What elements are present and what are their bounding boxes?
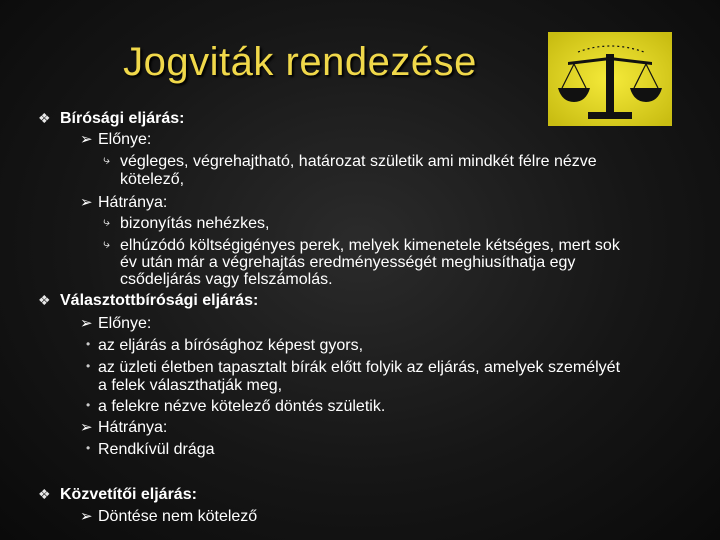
- list-item: végleges, végrehajtható, határozat születik ami mindkét félre nézve: [120, 153, 597, 170]
- list-label: Előnye:: [98, 131, 152, 148]
- section-heading: Bírósági eljárás:: [60, 110, 185, 127]
- list-label: Hátránya:: [98, 419, 168, 436]
- arrow-bullet-icon: ➢: [80, 194, 93, 211]
- diamond-bullet-icon: ❖: [38, 292, 51, 308]
- arrow-bullet-icon: ➢: [80, 315, 93, 332]
- dot-bullet-icon: •: [86, 398, 91, 412]
- dot-bullet-icon: •: [86, 441, 91, 455]
- list-item: év után már a végrehajtás eredményességét meghiusíthatja egy: [120, 254, 576, 271]
- dot-bullet-icon: •: [86, 337, 91, 351]
- list-item: csődeljárás vagy felszámolás.: [120, 271, 333, 288]
- arrow-bullet-icon: ➢: [80, 131, 93, 148]
- diamond-bullet-icon: ❖: [38, 110, 51, 126]
- slide-title: Jogviták rendezése: [123, 40, 477, 84]
- section-heading: Választottbírósági eljárás:: [60, 292, 259, 309]
- dot-bullet-icon: •: [86, 359, 91, 373]
- diamond-bullet-icon: ❖: [38, 486, 51, 502]
- list-item: az üzleti életben tapasztalt bírák előtt folyik az eljárás, amelyek személyét: [98, 359, 621, 376]
- list-label: Hátránya:: [98, 194, 168, 211]
- list-item: elhúzódó költségigényes perek, melyek kimenetele kétséges, mert sok: [120, 237, 620, 254]
- hook-bullet-icon: ⤷: [102, 214, 110, 229]
- list-item: Rendkívül drága: [98, 441, 215, 458]
- hook-bullet-icon: ⤷: [102, 152, 110, 167]
- list-label: Előnye:: [98, 315, 152, 332]
- arrow-bullet-icon: ➢: [80, 419, 93, 436]
- list-label: Döntése nem kötelező: [98, 508, 258, 525]
- list-item: a felekre nézve kötelező döntés születik.: [98, 398, 386, 415]
- list-item: kötelező,: [120, 171, 185, 188]
- section-heading: Közvetítői eljárás:: [60, 486, 197, 503]
- hook-bullet-icon: ⤷: [102, 236, 110, 251]
- list-item: a felek választhatják meg,: [98, 377, 283, 394]
- arrow-bullet-icon: ➢: [80, 508, 93, 525]
- list-item: az eljárás a bírósághoz képest gyors,: [98, 337, 364, 354]
- list-item: bizonyítás nehézkes,: [120, 215, 270, 232]
